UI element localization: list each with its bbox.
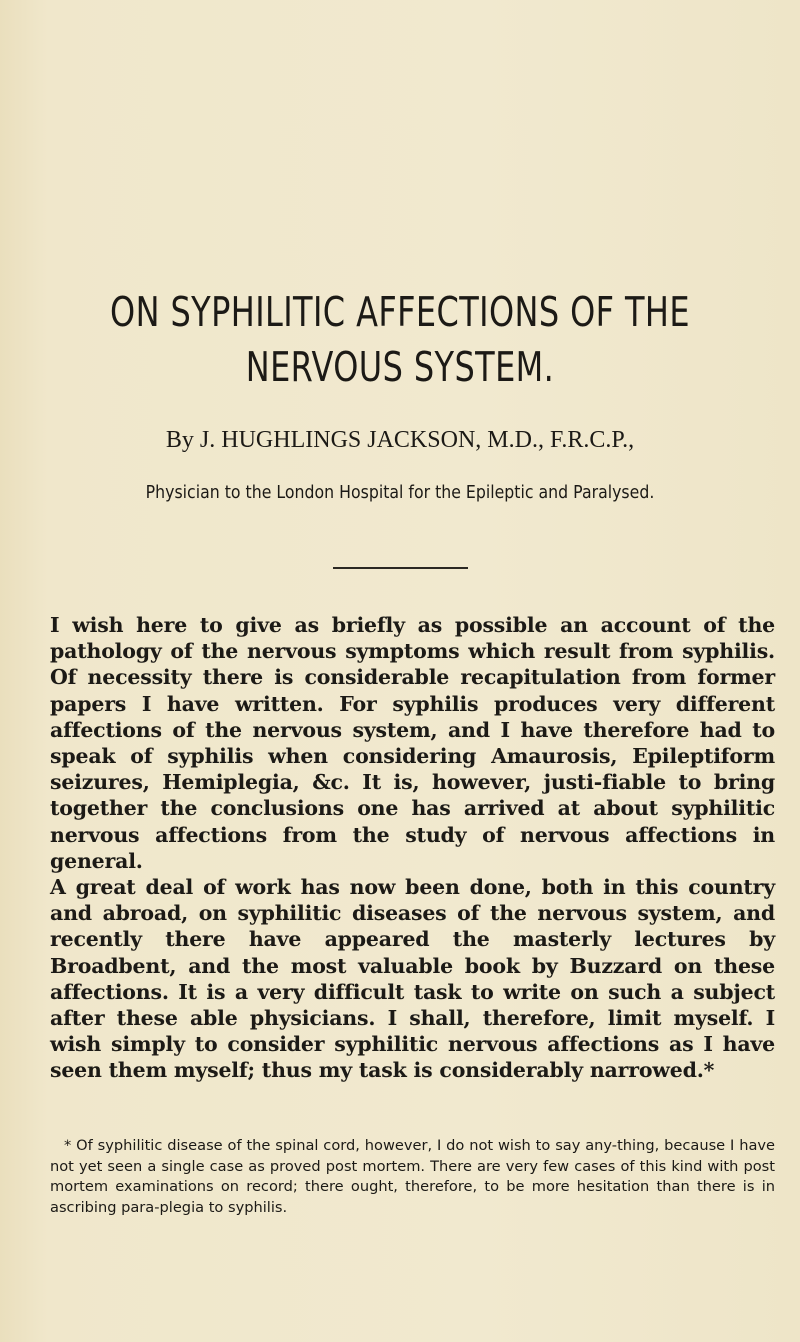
paragraph-2: A great deal of work has now been done, both in this country and abroad, on syphilitic diseases of the nervous system, and recently there have appeared the masterly lectures by Broadbent, and the most valuable book by Buzzard on these affections. It is a very difficult task to write on such a subject after these able physicians. I shall, therefore, limit myself. I wish simply to consider syphilitic nervous affections as I have seen them myself; thus my task is considerably narrowed.* [50, 875, 775, 1083]
article-title-line-2: NERVOUS SYSTEM. [245, 343, 555, 391]
body-text [50, 612, 775, 1084]
paragraph-1: I wish here to give as briefly as possible an account of the pathology of the nervous symptoms which result from syphilis. Of necessity there is considerable recapitulation from former papers I have written. For syphilis produces very different affections of the nervous system, and I have therefore had to speak of syphilis when considering Amaurosis, Epileptiform seizures, Hemiplegia, &c. It is, however, justi-fiable to bring together the conclusions one has arrived at about syphilitic nervous affections from the study of nervous affections in general. [50, 613, 775, 873]
section-divider [333, 567, 468, 569]
footnote [50, 1136, 775, 1218]
author-affiliation: Physician to the London Hospital for the Epileptic and Paralysed. [145, 483, 655, 503]
author-byline: By J. HUGHLINGS JACKSON, M.D., F.R.C.P., [165, 427, 635, 453]
footnote-text: * Of syphilitic disease of the spinal cord, however, I do not wish to say any-thing, because I have not yet seen a single case as proved post mortem. There are very few cases of this kind with post mortem examinations on record; there ought, therefore, to be more hesitation than there is in ascribing para-plegia to syphilis. [50, 1137, 775, 1216]
article-title-line-1: ON SYPHILITIC AFFECTIONS OF THE [110, 288, 690, 336]
